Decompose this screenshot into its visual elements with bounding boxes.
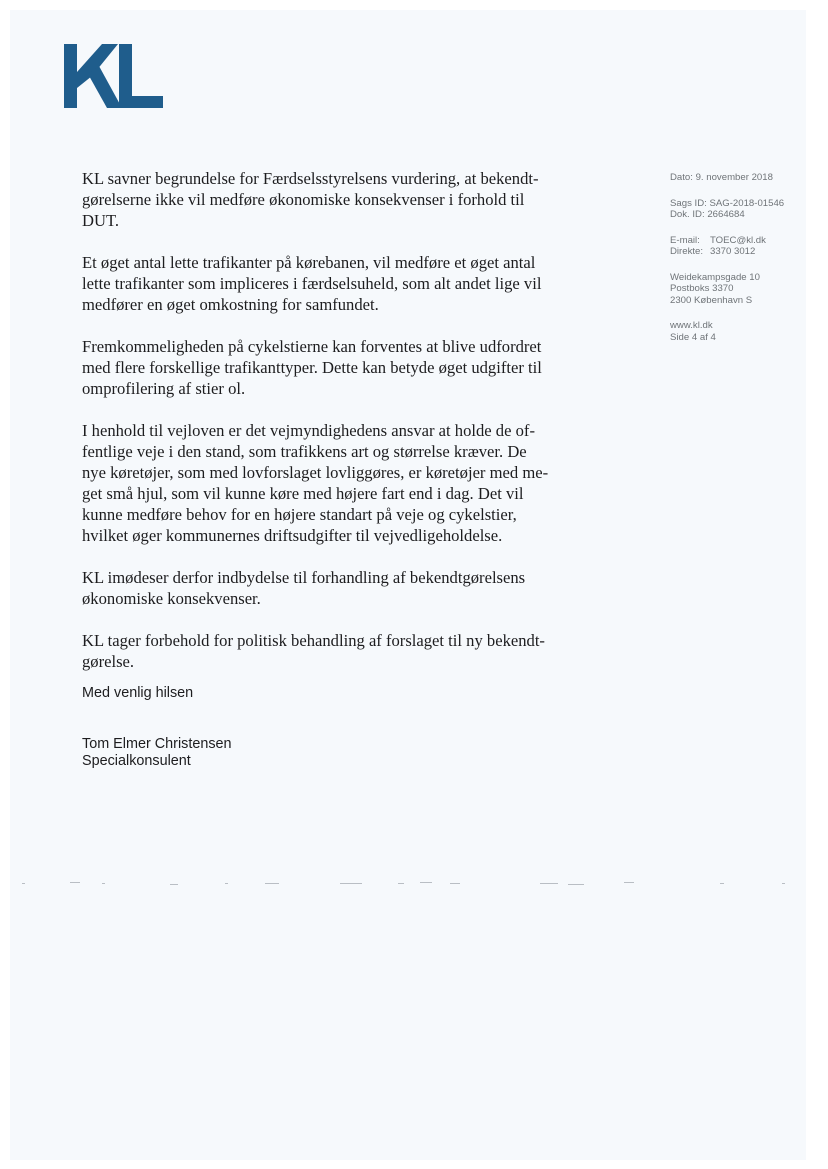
signer-title: Specialkonsulent xyxy=(82,753,191,769)
kl-logo xyxy=(64,44,164,108)
text-line: fentlige veje i den stand, som trafikkens art og størrelse kræver. De xyxy=(82,442,527,461)
signature-block xyxy=(82,736,232,770)
paragraph xyxy=(82,420,562,546)
paragraph xyxy=(82,336,562,399)
text-line: gørelserne ikke vil medføre økonomiske konsekvenser i forhold til xyxy=(82,190,525,209)
text-line: med flere forskellige trafikanttyper. Dette kan betyde øget udgifter til xyxy=(82,358,542,377)
document-meta-sidebar xyxy=(670,172,810,343)
email-label: E-mail: xyxy=(670,234,700,246)
paragraph xyxy=(82,567,562,609)
direct-phone-row xyxy=(670,246,810,258)
date: Dato: 9. november 2018 xyxy=(670,172,773,183)
paragraph xyxy=(82,630,562,672)
text-line: kunne medføre behov for en højere standart på veje og cykelstier, xyxy=(82,505,517,524)
text-line: DUT. xyxy=(82,211,120,230)
paragraph xyxy=(82,168,562,231)
text-line: KL tager forbehold for politisk behandling af forslaget til ny bekendt- xyxy=(82,631,545,650)
text-line: Fremkommeligheden på cykelstierne kan forventes at blive udfordret xyxy=(82,337,542,356)
paragraph xyxy=(82,252,562,315)
letter-body xyxy=(82,168,562,693)
text-line: medfører en øget omkostning for samfundet. xyxy=(82,295,379,314)
text-line: KL savner begrundelse for Færdselsstyrelsens vurdering, at bekendt- xyxy=(82,169,539,188)
email-link[interactable]: TOEC@kl.dk xyxy=(710,234,766,246)
signer-name: Tom Elmer Christensen xyxy=(82,736,232,752)
text-line: Et øget antal lette trafikanter på kørebanen, vil medføre et øget antal xyxy=(82,253,536,272)
text-line: KL imødeser derfor indbydelse til forhandling af bekendtgørelsens xyxy=(82,568,526,587)
website-link[interactable]: www.kl.dk xyxy=(670,320,713,331)
text-line: get små hjul, som vil kunne køre med højere fart end i dag. Det vil xyxy=(82,484,524,503)
text-line: lette trafikanter som impliceres i færdselsuheld, som alt andet lige vil xyxy=(82,274,542,293)
text-line: nye køretøjer, som med lovforslaget lovliggøres, er køretøjer med me- xyxy=(82,463,549,482)
page-number: Side 4 af 4 xyxy=(670,331,716,343)
address-street: Weidekampsgade 10 xyxy=(670,271,760,283)
text-line: I henhold til vejloven er det vejmyndighedens ansvar at holde de of- xyxy=(82,421,535,440)
address-city: 2300 København S xyxy=(670,294,753,306)
closing-greeting: Med venlig hilsen xyxy=(82,685,194,701)
email-row xyxy=(670,235,810,247)
scan-artifact xyxy=(20,880,800,888)
text-line: økonomiske konsekvenser. xyxy=(82,589,261,608)
case-id: Sags ID: SAG-2018-01546 xyxy=(670,197,785,209)
document-id: Dok. ID: 2664684 xyxy=(670,209,745,220)
text-line: hvilket øger kommunernes driftsudgifter til vejvedligeholdelse. xyxy=(82,526,503,545)
text-line: omprofilering af stier ol. xyxy=(82,379,246,398)
direct-phone-label: Direkte: xyxy=(670,246,704,257)
direct-phone: 3370 3012 xyxy=(710,246,756,257)
address-pobox: Postboks 3370 xyxy=(670,283,734,294)
text-line: gørelse. xyxy=(82,652,135,671)
